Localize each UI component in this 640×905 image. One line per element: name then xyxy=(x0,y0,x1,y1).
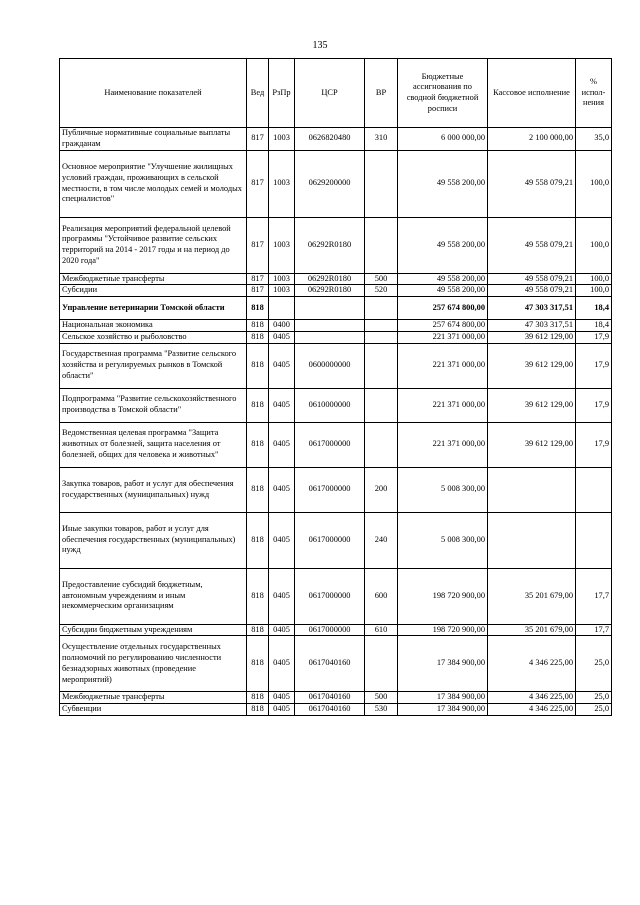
row-rzpr-cell: 0405 xyxy=(269,636,295,692)
row-budget-cell: 17 384 900,00 xyxy=(398,692,488,704)
row-rzpr-cell: 0405 xyxy=(269,568,295,624)
row-budget-cell: 6 000 000,00 xyxy=(398,128,488,151)
row-name-cell: Закупка товаров, работ и услуг для обеспечения государственных (муниципальных) нужд xyxy=(60,467,247,512)
row-vr-cell: 240 xyxy=(365,512,398,568)
row-csr-cell: 06292R0180 xyxy=(295,285,365,297)
header-pct: % испол-нения xyxy=(576,59,612,128)
row-csr-cell: 0617000000 xyxy=(295,467,365,512)
row-name-cell: Управление ветеринарии Томской области xyxy=(60,297,247,320)
row-budget-cell: 49 558 200,00 xyxy=(398,285,488,297)
row-csr-cell: 0617000000 xyxy=(295,568,365,624)
row-budget-cell: 257 674 800,00 xyxy=(398,297,488,320)
row-budget-cell: 198 720 900,00 xyxy=(398,624,488,636)
row-vr-cell: 600 xyxy=(365,568,398,624)
row-budget-cell: 17 384 900,00 xyxy=(398,704,488,716)
row-cash-cell xyxy=(488,467,576,512)
row-vr-cell: 500 xyxy=(365,692,398,704)
row-budget-cell: 5 008 300,00 xyxy=(398,467,488,512)
row-csr-cell: 06292R0180 xyxy=(295,217,365,273)
row-pct-cell: 100,0 xyxy=(576,273,612,285)
row-cash-cell: 4 346 225,00 xyxy=(488,692,576,704)
row-cash-cell: 47 303 317,51 xyxy=(488,320,576,332)
row-vr-cell xyxy=(365,297,398,320)
row-pct-cell: 25,0 xyxy=(576,692,612,704)
row-pct-cell xyxy=(576,467,612,512)
row-csr-cell: 0629200000 xyxy=(295,150,365,217)
row-name-cell: Публичные нормативные социальные выплаты гражданам xyxy=(60,128,247,151)
row-vr-cell xyxy=(365,343,398,388)
row-budget-cell: 221 371 000,00 xyxy=(398,343,488,388)
row-csr-cell: 0617000000 xyxy=(295,512,365,568)
row-ved-cell: 817 xyxy=(247,217,269,273)
row-vr-cell: 520 xyxy=(365,285,398,297)
row-name-cell: Предоставление субсидий бюджетным, автономным учреждениям и иным некоммерческим организациям xyxy=(60,568,247,624)
row-rzpr-cell: 1003 xyxy=(269,128,295,151)
row-name-cell: Сельское хозяйство и рыболовство xyxy=(60,331,247,343)
table-header xyxy=(60,59,612,128)
row-cash-cell: 39 612 129,00 xyxy=(488,422,576,467)
row-csr-cell: 0617000000 xyxy=(295,422,365,467)
row-cash-cell: 35 201 679,00 xyxy=(488,624,576,636)
row-budget-cell: 49 558 200,00 xyxy=(398,273,488,285)
table-row xyxy=(60,297,612,320)
table-row xyxy=(60,150,612,217)
row-budget-cell: 221 371 000,00 xyxy=(398,331,488,343)
row-ved-cell: 818 xyxy=(247,636,269,692)
header-cash: Кассовое исполнение xyxy=(488,59,576,128)
row-rzpr-cell: 0405 xyxy=(269,422,295,467)
row-cash-cell: 4 346 225,00 xyxy=(488,704,576,716)
row-vr-cell: 530 xyxy=(365,704,398,716)
row-pct-cell: 25,0 xyxy=(576,636,612,692)
row-ved-cell: 818 xyxy=(247,624,269,636)
header-row xyxy=(60,59,612,128)
row-name-cell: Межбюджетные трансферты xyxy=(60,692,247,704)
row-csr-cell: 0617040160 xyxy=(295,704,365,716)
row-ved-cell: 817 xyxy=(247,150,269,217)
row-vr-cell: 200 xyxy=(365,467,398,512)
row-ved-cell: 818 xyxy=(247,467,269,512)
header-ved: Вед xyxy=(247,59,269,128)
row-cash-cell: 35 201 679,00 xyxy=(488,568,576,624)
row-csr-cell: 0626820480 xyxy=(295,128,365,151)
row-vr-cell xyxy=(365,331,398,343)
header-name: Наименование показателей xyxy=(60,59,247,128)
row-name-cell: Реализация мероприятий федеральной целевой программы "Устойчивое развитие сельских территорий на 2014 - 2017 годы и на период до 2020 года" xyxy=(60,217,247,273)
budget-execution-table xyxy=(59,58,612,716)
row-cash-cell: 4 346 225,00 xyxy=(488,636,576,692)
row-cash-cell: 49 558 079,21 xyxy=(488,285,576,297)
row-csr-cell: 0617040160 xyxy=(295,636,365,692)
row-vr-cell xyxy=(365,422,398,467)
row-name-cell: Подпрограмма "Развитие сельскохозяйственного производства в Томской области" xyxy=(60,388,247,422)
row-pct-cell xyxy=(576,512,612,568)
row-pct-cell: 18,4 xyxy=(576,320,612,332)
row-budget-cell: 221 371 000,00 xyxy=(398,422,488,467)
row-budget-cell: 221 371 000,00 xyxy=(398,388,488,422)
table-row xyxy=(60,636,612,692)
table-row xyxy=(60,285,612,297)
row-name-cell: Основное мероприятие "Улучшение жилищных условий граждан, проживающих в сельской местности, в том числе молодых семей и молодых специалистов" xyxy=(60,150,247,217)
header-vr: ВР xyxy=(365,59,398,128)
row-rzpr-cell: 0405 xyxy=(269,512,295,568)
table-row xyxy=(60,512,612,568)
row-pct-cell: 17,7 xyxy=(576,568,612,624)
row-pct-cell: 100,0 xyxy=(576,217,612,273)
row-rzpr-cell: 0405 xyxy=(269,343,295,388)
row-cash-cell: 39 612 129,00 xyxy=(488,388,576,422)
row-cash-cell xyxy=(488,512,576,568)
table-row xyxy=(60,320,612,332)
row-name-cell: Межбюджетные трансферты xyxy=(60,273,247,285)
row-pct-cell: 17,9 xyxy=(576,422,612,467)
row-csr-cell xyxy=(295,331,365,343)
row-name-cell: Иные закупки товаров, работ и услуг для обеспечения государственных (муниципальных) нужд xyxy=(60,512,247,568)
header-csr: ЦСР xyxy=(295,59,365,128)
row-name-cell: Государственная программа "Развитие сельского хозяйства и регулируемых рынков в Томской области" xyxy=(60,343,247,388)
table-row xyxy=(60,331,612,343)
row-rzpr-cell: 1003 xyxy=(269,273,295,285)
row-budget-cell: 49 558 200,00 xyxy=(398,150,488,217)
row-pct-cell: 17,9 xyxy=(576,331,612,343)
row-name-cell: Ведомственная целевая программа "Защита животных от болезней, защита населения от болезней, общих для человека и животных" xyxy=(60,422,247,467)
row-ved-cell: 818 xyxy=(247,320,269,332)
row-ved-cell: 818 xyxy=(247,422,269,467)
row-csr-cell: 06292R0180 xyxy=(295,273,365,285)
table-row xyxy=(60,128,612,151)
row-rzpr-cell: 0405 xyxy=(269,624,295,636)
page-number: 135 xyxy=(312,40,328,51)
table-row xyxy=(60,388,612,422)
row-pct-cell: 25,0 xyxy=(576,704,612,716)
table-body xyxy=(60,128,612,716)
row-ved-cell: 818 xyxy=(247,512,269,568)
row-rzpr-cell: 0405 xyxy=(269,704,295,716)
row-cash-cell: 47 303 317,51 xyxy=(488,297,576,320)
row-csr-cell: 0617000000 xyxy=(295,624,365,636)
row-pct-cell: 17,7 xyxy=(576,624,612,636)
row-ved-cell: 818 xyxy=(247,297,269,320)
row-vr-cell xyxy=(365,636,398,692)
row-name-cell: Субсидии бюджетным учреждениям xyxy=(60,624,247,636)
row-rzpr-cell: 1003 xyxy=(269,150,295,217)
row-name-cell: Национальная экономика xyxy=(60,320,247,332)
row-budget-cell: 257 674 800,00 xyxy=(398,320,488,332)
row-csr-cell xyxy=(295,320,365,332)
row-pct-cell: 17,9 xyxy=(576,343,612,388)
row-ved-cell: 817 xyxy=(247,273,269,285)
row-cash-cell: 39 612 129,00 xyxy=(488,331,576,343)
row-csr-cell: 0610000000 xyxy=(295,388,365,422)
row-rzpr-cell: 0405 xyxy=(269,692,295,704)
table-row xyxy=(60,422,612,467)
row-vr-cell xyxy=(365,320,398,332)
row-rzpr-cell xyxy=(269,297,295,320)
row-rzpr-cell: 0405 xyxy=(269,331,295,343)
row-cash-cell: 49 558 079,21 xyxy=(488,150,576,217)
table-row xyxy=(60,568,612,624)
row-pct-cell: 35,0 xyxy=(576,128,612,151)
row-rzpr-cell: 0405 xyxy=(269,388,295,422)
row-pct-cell: 100,0 xyxy=(576,285,612,297)
row-pct-cell: 17,9 xyxy=(576,388,612,422)
row-vr-cell xyxy=(365,150,398,217)
row-cash-cell: 2 100 000,00 xyxy=(488,128,576,151)
row-budget-cell: 49 558 200,00 xyxy=(398,217,488,273)
table-row xyxy=(60,624,612,636)
table-row xyxy=(60,217,612,273)
row-cash-cell: 49 558 079,21 xyxy=(488,273,576,285)
row-ved-cell: 818 xyxy=(247,343,269,388)
row-rzpr-cell: 0405 xyxy=(269,467,295,512)
row-ved-cell: 818 xyxy=(247,692,269,704)
row-name-cell: Субсидии xyxy=(60,285,247,297)
row-pct-cell: 100,0 xyxy=(576,150,612,217)
header-rzpr: РзПр xyxy=(269,59,295,128)
header-budget: Бюджетные ассигнования по сводной бюджетной росписи xyxy=(398,59,488,128)
table-row xyxy=(60,467,612,512)
row-vr-cell: 610 xyxy=(365,624,398,636)
row-cash-cell: 39 612 129,00 xyxy=(488,343,576,388)
row-csr-cell xyxy=(295,297,365,320)
row-rzpr-cell: 0400 xyxy=(269,320,295,332)
table-row xyxy=(60,273,612,285)
table-row xyxy=(60,692,612,704)
row-vr-cell xyxy=(365,388,398,422)
row-name-cell: Субвенции xyxy=(60,704,247,716)
row-ved-cell: 818 xyxy=(247,704,269,716)
row-ved-cell: 818 xyxy=(247,331,269,343)
row-rzpr-cell: 1003 xyxy=(269,217,295,273)
row-csr-cell: 0617040160 xyxy=(295,692,365,704)
row-budget-cell: 5 008 300,00 xyxy=(398,512,488,568)
row-ved-cell: 817 xyxy=(247,285,269,297)
table-row xyxy=(60,704,612,716)
row-csr-cell: 0600000000 xyxy=(295,343,365,388)
row-pct-cell: 18,4 xyxy=(576,297,612,320)
row-rzpr-cell: 1003 xyxy=(269,285,295,297)
row-ved-cell: 818 xyxy=(247,568,269,624)
row-ved-cell: 818 xyxy=(247,388,269,422)
row-cash-cell: 49 558 079,21 xyxy=(488,217,576,273)
row-ved-cell: 817 xyxy=(247,128,269,151)
row-name-cell: Осуществление отдельных государственных полномочий по регулированию численности безнадзорных животных (проведение мероприятий) xyxy=(60,636,247,692)
row-budget-cell: 198 720 900,00 xyxy=(398,568,488,624)
row-vr-cell: 310 xyxy=(365,128,398,151)
row-vr-cell: 500 xyxy=(365,273,398,285)
row-budget-cell: 17 384 900,00 xyxy=(398,636,488,692)
table-row xyxy=(60,343,612,388)
row-vr-cell xyxy=(365,217,398,273)
